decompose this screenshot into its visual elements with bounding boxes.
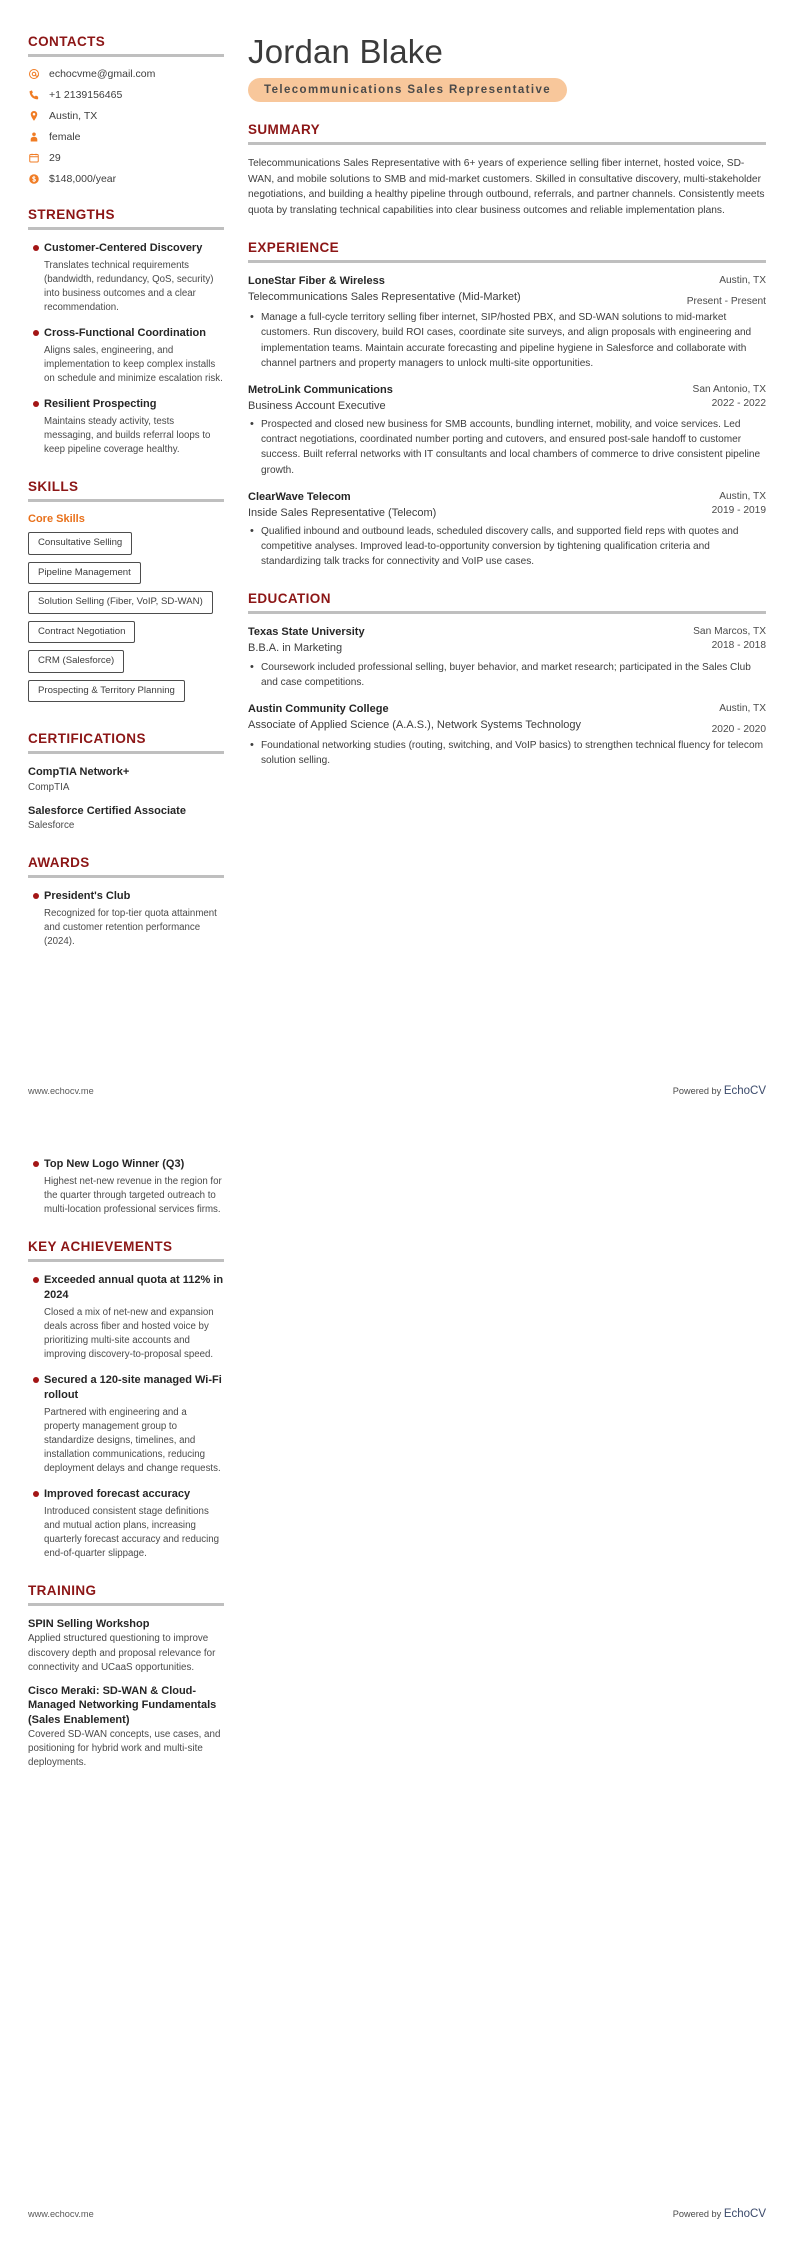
experience-role: Telecommunications Sales Representative (Mid-Market) [248, 291, 521, 304]
page-title: Jordan Blake [248, 33, 444, 70]
experience-heading: EXPERIENCE [248, 240, 340, 256]
section-divider [248, 142, 766, 145]
education-degree: B.B.A. in Marketing [248, 642, 343, 655]
award-desc: Recognized for top-tier quota attainment and customer retention performance (2024). [44, 908, 217, 948]
skills-section [28, 479, 224, 709]
education-dates: 2020 - 2020 [711, 723, 766, 735]
education-section [248, 591, 766, 768]
contact-age [28, 152, 224, 164]
awards-section-continued [28, 1157, 224, 1217]
experience-bullets [248, 417, 766, 478]
footer-brand-name: EchoCV [723, 1085, 766, 1097]
education-degree: Associate of Applied Science (A.A.S.), Network Systems Technology [248, 718, 582, 731]
contact-email-value: echocvme@gmail.com [49, 68, 156, 80]
skills-list [28, 532, 224, 709]
footer-brand-name: EchoCV [723, 2208, 766, 2220]
strength-item [28, 397, 224, 457]
section-divider [28, 1603, 224, 1606]
experience-organization: LoneStar Fiber & Wireless [248, 275, 385, 288]
training-section [28, 1583, 224, 1770]
experience-dates: 2022 - 2022 [711, 397, 766, 409]
skill-chip: Solution Selling (Fiber, VoIP, SD-WAN) [28, 591, 213, 614]
education-location: San Marcos, TX [693, 626, 766, 638]
education-location: Austin, TX [719, 702, 766, 714]
awards-section [28, 855, 224, 949]
phone-icon [28, 89, 40, 101]
section-divider [248, 611, 766, 614]
certifications-heading: CERTIFICATIONS [28, 731, 146, 747]
skills-group-label: Core Skills [28, 513, 85, 526]
job-title-badge: Telecommunications Sales Representative [248, 78, 567, 102]
certification-issuer: Salesforce [28, 820, 75, 832]
training-heading: TRAINING [28, 1583, 97, 1599]
strength-title: Cross-Functional Coordination [44, 327, 206, 340]
skills-heading: SKILLS [28, 479, 79, 495]
bullet-dot-icon [28, 241, 44, 315]
calendar-icon [28, 152, 40, 164]
experience-dates: 2019 - 2019 [711, 504, 766, 516]
contact-phone-value: +1 2139156465 [49, 89, 123, 101]
achievement-desc: Closed a mix of net-new and expansion deals across fiber and hosted voice by prioritizing multi-site accounts and improving discovery-to-proposal speed. [44, 1306, 214, 1360]
strength-title: Resilient Prospecting [44, 398, 157, 411]
skill-chip: Contract Negotiation [28, 621, 135, 644]
strengths-section [28, 207, 224, 457]
contact-phone[interactable] [28, 89, 224, 101]
key-achievements-section [28, 1239, 224, 1561]
achievement-title: Exceeded annual quota at 112% in 2024 [44, 1274, 224, 1301]
bullet-dot-icon [28, 889, 44, 949]
contact-age-value: 29 [49, 152, 61, 164]
strength-item [28, 326, 224, 386]
page-footer [28, 2208, 766, 2220]
summary-section [248, 122, 766, 218]
skill-chip: CRM (Salesforce) [28, 650, 124, 673]
education-bullet: • Foundational networking studies (routing, switching, and VoIP basics) to strengthen technical fluency for telecom solution selling. [248, 738, 766, 768]
experience-bullet: • Qualified inbound and outbound leads, scheduled discovery calls, and supported field reps with quotes and competitive analyses. Improved lead-to-opportunity conversion by tightening qualification criteria and standardizing talk tracks for connectivity and VoIP use cases. [248, 524, 766, 569]
page-footer [28, 1085, 766, 1097]
resume-page-2 [0, 1123, 794, 2246]
certification-name: Salesforce Certified Associate [28, 804, 186, 817]
salary-coin-icon [28, 173, 40, 185]
education-entry [248, 625, 766, 690]
certification-entry [28, 765, 224, 795]
contacts-heading: CONTACTS [28, 34, 106, 49]
education-bullets [248, 660, 766, 690]
contact-gender-value: female [49, 131, 81, 143]
section-divider [28, 54, 224, 57]
contact-location [28, 110, 224, 122]
contact-location-value: Austin, TX [49, 110, 98, 122]
contact-salary [28, 173, 224, 185]
email-icon [28, 68, 40, 80]
contacts-section [28, 34, 224, 185]
achievement-title: Improved forecast accuracy [44, 1487, 191, 1500]
certification-issuer: CompTIA [28, 781, 70, 793]
experience-bullet: • Manage a full-cycle territory selling fiber internet, SIP/hosted PBX, and SD-WAN solutions to mid-market customers. Run discovery, build ROI cases, coordinate site surveys, and align proposals with engineering and implementation teams. Maintain accurate forecasting and pipeline hygiene in Salesforce and collaborate with channel partners and property managers to unlock multi-site opportunities. [248, 310, 766, 371]
training-desc: Applied structured questioning to improve discovery depth and proposal relevance for connectivity and UCaaS opportunities. [28, 1633, 216, 1673]
experience-organization: MetroLink Communications [248, 383, 393, 396]
section-divider [28, 1259, 224, 1262]
sidebar-continued [28, 1157, 238, 1792]
experience-bullets [248, 310, 766, 371]
section-divider [28, 751, 224, 754]
achievement-item [28, 1487, 224, 1561]
skill-chip: Pipeline Management [28, 562, 141, 585]
award-desc: Highest net-new revenue in the region for the quarter through targeted outreach to multi-location professional services firms. [44, 1175, 222, 1215]
achievement-desc: Introduced consistent stage definitions and mutual action plans, increasing quarterly forecast accuracy and reducing end-of-quarter slippage. [44, 1505, 220, 1559]
strength-title: Customer-Centered Discovery [44, 242, 203, 254]
section-divider [248, 260, 766, 263]
experience-organization: ClearWave Telecom [248, 490, 351, 503]
footer-powered-label: Powered by [672, 2209, 724, 2219]
achievement-item [28, 1273, 224, 1362]
education-bullets [248, 738, 766, 768]
education-bullet: • Coursework included professional selling, buyer behavior, and market research; participated in the Sales Club and case competitions. [248, 660, 766, 690]
training-desc: Covered SD-WAN concepts, use cases, and positioning for hybrid work and multi-site deployments. [28, 1728, 221, 1769]
experience-bullet: • Prospected and closed new business for SMB accounts, bundling internet, mobility, and voice services. Led contract negotiations, coordinated number porting and cutovers, and ensured post-sale handoff to customer success. Built referral networks with IT consultants and local chambers of commerce to drive consistent pipeline growth. [248, 417, 766, 478]
experience-role: Business Account Executive [248, 399, 386, 412]
bullet-dot-icon [28, 1157, 44, 1217]
certifications-section [28, 731, 224, 833]
training-name: SPIN Selling Workshop [28, 1618, 150, 1631]
awards-heading: AWARDS [28, 855, 90, 871]
summary-text: Telecommunications Sales Representative with 6+ years of experience selling fiber internet, hosted voice, SD-WAN, and mobile solutions to SMB and mid-market customers. Skilled in consultative discovery, multi-stakeholder negotiations, and building a healthy pipeline through outbound, referrals, and partner channels. Consistently meets quota by translating technical capabilities into clear business outcomes and reliable implementation plans. [248, 158, 765, 216]
experience-section [248, 240, 766, 569]
experience-entry [248, 274, 766, 371]
experience-role: Inside Sales Representative (Telecom) [248, 506, 437, 519]
strength-desc: Maintains steady activity, tests messaging, and builds referral loops to keep pipeline coverage healthy. [44, 415, 211, 456]
strength-desc: Translates technical requirements (bandwidth, redundancy, QoS, security) into business outcomes and a clear recommendation. [44, 259, 214, 314]
experience-entry [248, 383, 766, 478]
main-column [238, 34, 766, 790]
footer-site-url[interactable]: www.echocv.me [28, 1086, 94, 1096]
experience-location: Austin, TX [719, 490, 766, 502]
experience-entry [248, 490, 766, 570]
strength-desc: Aligns sales, engineering, and implementation to keep complex installs on schedule and minimize escalation risk. [44, 344, 223, 385]
experience-location: Austin, TX [719, 275, 766, 287]
experience-bullets [248, 524, 766, 569]
award-item [28, 889, 224, 949]
contact-gender [28, 131, 224, 143]
section-divider [28, 227, 224, 230]
training-entry [28, 1617, 224, 1675]
skill-chip: Consultative Selling [28, 532, 132, 555]
key-achievements-heading: KEY ACHIEVEMENTS [28, 1239, 173, 1255]
award-title: Top New Logo Winner (Q3) [44, 1158, 185, 1170]
award-item [28, 1157, 224, 1217]
certification-entry [28, 804, 224, 834]
contact-email[interactable] [28, 68, 224, 80]
section-divider [28, 875, 224, 878]
bullet-dot-icon [28, 1373, 44, 1476]
contact-salary-value: $148,000/year [49, 173, 117, 185]
footer-brand [673, 2208, 766, 2220]
education-heading: EDUCATION [248, 591, 331, 607]
strengths-heading: STRENGTHS [28, 207, 115, 222]
footer-powered-label: Powered by [672, 1086, 724, 1096]
bullet-dot-icon [28, 1273, 44, 1362]
training-entry [28, 1684, 224, 1771]
skill-chip: Prospecting & Territory Planning [28, 680, 185, 703]
summary-heading: SUMMARY [248, 122, 321, 138]
person-icon [28, 131, 40, 143]
education-organization: Texas State University [248, 626, 365, 639]
footer-brand [673, 1085, 766, 1097]
certification-name: CompTIA Network+ [28, 766, 130, 779]
education-dates: 2018 - 2018 [711, 640, 766, 652]
sidebar [28, 34, 238, 971]
education-entry [248, 702, 766, 768]
award-title: President's Club [44, 890, 131, 903]
achievement-item [28, 1373, 224, 1476]
training-name: Cisco Meraki: SD-WAN & Cloud-Managed Networking Fundamentals (Sales Enablement) [28, 1684, 217, 1726]
experience-dates: Present - Present [686, 296, 766, 308]
bullet-dot-icon [28, 326, 44, 386]
location-pin-icon [28, 110, 40, 122]
experience-location: San Antonio, TX [692, 383, 766, 395]
bullet-dot-icon [28, 1487, 44, 1561]
bullet-dot-icon [28, 397, 44, 457]
achievement-desc: Partnered with engineering and a property management group to standardize designs, timelines, and installation communications, reducing deployment delays and change requests. [44, 1406, 221, 1474]
section-divider [28, 499, 224, 502]
education-organization: Austin Community College [248, 702, 389, 715]
achievement-title: Secured a 120-site managed Wi-Fi rollout [44, 1373, 222, 1401]
footer-site-url[interactable]: www.echocv.me [28, 2209, 94, 2219]
strength-item [28, 241, 224, 315]
